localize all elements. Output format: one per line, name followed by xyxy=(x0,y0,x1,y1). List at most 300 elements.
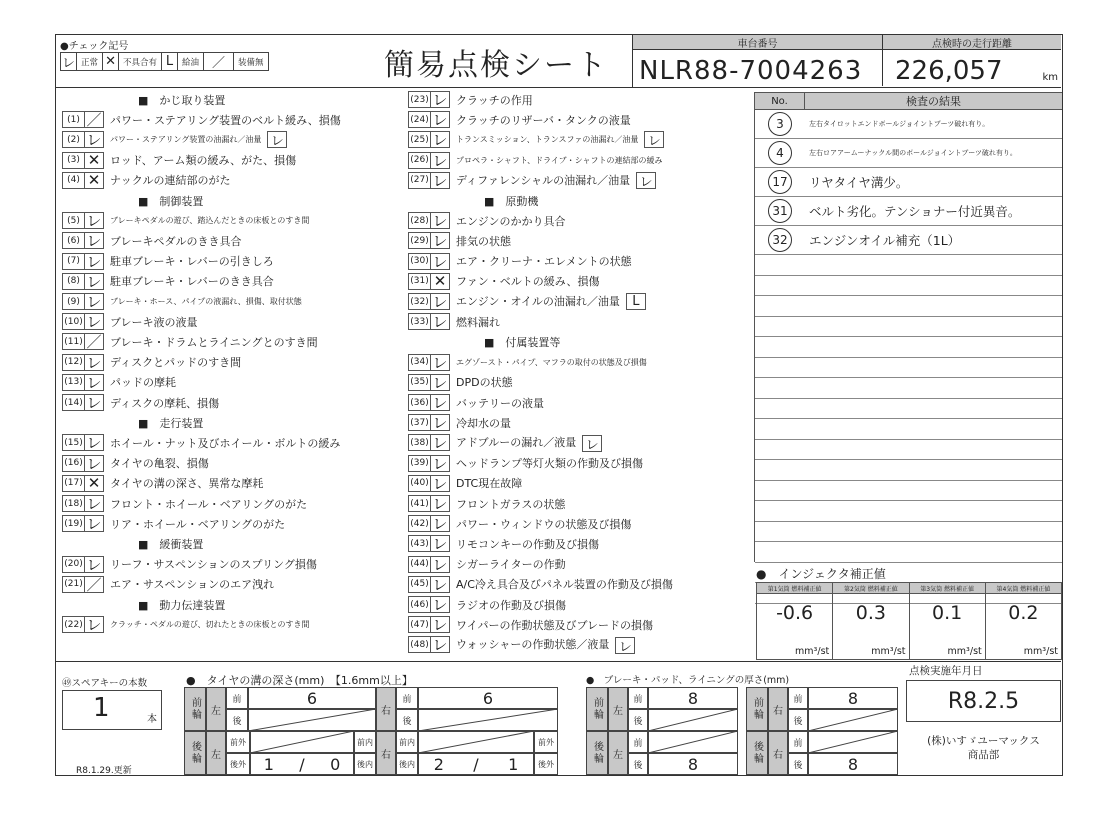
item-number: (39) xyxy=(408,455,430,472)
check-mark[interactable]: レ xyxy=(84,616,104,633)
item-number: (14) xyxy=(62,394,84,411)
check-mark[interactable]: レ xyxy=(84,455,104,472)
check-mark[interactable]: ✕ xyxy=(430,273,450,290)
check-mark[interactable]: レ xyxy=(430,172,450,189)
check-mark[interactable]: ✕ xyxy=(84,172,104,189)
check-item xyxy=(408,272,599,291)
item-number: (31) xyxy=(408,273,430,290)
result-row xyxy=(755,542,1062,563)
date-label: 点検実施年月日 xyxy=(909,665,983,677)
check-item xyxy=(408,252,632,271)
brake-title: ● ブレーキ・パッド、ライニングの厚さ(mm) xyxy=(586,675,790,686)
item-text: ディスクとパッドのすき間 xyxy=(110,356,242,370)
check-mark[interactable]: レ xyxy=(430,515,450,532)
check-item xyxy=(62,312,198,331)
side-label: 右 xyxy=(768,731,788,775)
mileage-unit: km xyxy=(1042,72,1058,83)
blank-slash xyxy=(418,709,558,731)
section-heading: ■ 走行装置 xyxy=(138,417,204,431)
rear-label: 後 xyxy=(788,753,808,775)
check-item xyxy=(408,353,647,372)
item-number: (47) xyxy=(408,616,430,633)
injector-unit: mm³/st xyxy=(795,646,830,657)
injector-unit: mm³/st xyxy=(871,646,906,657)
check-item xyxy=(62,252,274,271)
result-row xyxy=(755,419,1062,440)
blank-slash xyxy=(250,731,354,753)
check-item xyxy=(62,575,274,594)
spare-key-unit: 本 xyxy=(147,714,157,725)
item-text: ファン・ベルトの緩み、損傷 xyxy=(456,275,600,289)
item-number: (41) xyxy=(408,495,430,512)
result-row xyxy=(755,399,1062,420)
item-number: (10) xyxy=(62,313,84,330)
item-text: リア・ホイール・ベアリングのがた xyxy=(110,517,286,531)
check-item xyxy=(62,130,287,149)
result-row xyxy=(755,378,1062,399)
result-no: 17 xyxy=(755,168,805,196)
check-mark[interactable]: レ xyxy=(84,293,104,310)
injector-cell xyxy=(910,583,986,659)
check-item xyxy=(408,151,662,170)
check-mark[interactable]: レ xyxy=(430,253,450,270)
check-item xyxy=(408,231,511,250)
injector-title: ● インジェクタ補正値 xyxy=(756,567,886,581)
item-number: (38) xyxy=(408,434,430,451)
result-row xyxy=(755,440,1062,461)
revision-note: R8.1.29.更新 xyxy=(76,766,132,776)
check-item xyxy=(408,171,656,190)
item-number: (6) xyxy=(62,232,84,249)
inspection-date: R8.2.5 xyxy=(906,680,1061,722)
item-text: パワー・ウィンドウの状態及び損傷 xyxy=(456,517,632,531)
item-number: (35) xyxy=(408,374,430,391)
item-text: エグゾースト・パイプ、マフラの取付の状態及び損傷 xyxy=(456,357,647,367)
result-row xyxy=(755,226,1062,255)
item-text: ブレーキ・ホース、パイプの液漏れ、損傷、取付状態 xyxy=(110,297,302,306)
side-label: 左 xyxy=(608,731,628,775)
front-label: 前 xyxy=(788,731,808,753)
tire-rear-left-value: / xyxy=(299,754,305,774)
oil-level-mark[interactable]: レ xyxy=(615,637,635,654)
item-text: プロペラ・シャフト、ドライブ・シャフトの連結部の緩み xyxy=(456,155,663,165)
brake-rear-value: 8 xyxy=(808,753,898,775)
result-row xyxy=(755,317,1062,338)
tire-rear-right-value: 2 xyxy=(433,754,444,774)
item-text: エンジンのかかり具合 xyxy=(456,214,566,228)
result-text: ベルト劣化。テンショナー付近異音。 xyxy=(809,204,1021,219)
item-number: (25) xyxy=(408,131,430,148)
check-mark[interactable]: ／ xyxy=(84,576,104,593)
result-text: 左右タイロットエンドボールジョイントブーツ破れ有り。 xyxy=(809,120,990,128)
rear-axle-label: 後輪 xyxy=(184,731,206,775)
item-text: タイヤの亀裂、損傷 xyxy=(110,457,209,471)
results-header: 検査の結果 xyxy=(805,93,1062,109)
legend-label-none: 装備無 xyxy=(238,57,264,68)
check-mark[interactable]: ✕ xyxy=(84,152,104,169)
front-axle-label: 前輪 xyxy=(184,687,206,731)
left-label: 左 xyxy=(206,687,226,731)
front-axle-label: 前輪 xyxy=(586,687,608,731)
spare-key-count: 1 xyxy=(93,693,110,723)
check-item xyxy=(408,393,544,412)
check-mark[interactable]: レ xyxy=(430,152,450,169)
front-label: 前 xyxy=(396,687,418,709)
item-number: (48) xyxy=(408,636,430,653)
check-item xyxy=(62,292,302,311)
injector-cell xyxy=(986,583,1061,659)
blank-slash xyxy=(248,709,376,731)
check-mark[interactable]: レ xyxy=(84,313,104,330)
check-mark[interactable]: レ xyxy=(430,616,450,633)
check-item xyxy=(408,130,664,149)
brake-front-value: 8 xyxy=(808,687,898,709)
check-mark[interactable]: レ xyxy=(430,414,450,431)
rear-label: 後 xyxy=(788,709,808,731)
side-label: 左 xyxy=(608,687,628,731)
check-mark[interactable]: レ xyxy=(430,91,450,108)
check-item xyxy=(62,110,341,129)
result-row xyxy=(755,358,1062,379)
check-mark[interactable]: レ xyxy=(84,374,104,391)
item-number: (2) xyxy=(62,131,84,148)
mileage-value: 226,057 xyxy=(895,56,1003,86)
check-mark[interactable]: レ xyxy=(84,273,104,290)
right-label: 右 xyxy=(376,731,396,775)
item-text: リーフ・サスペンションのスプリング損傷 xyxy=(110,558,317,572)
result-row xyxy=(755,460,1062,481)
check-item xyxy=(408,211,565,230)
check-item xyxy=(408,413,511,432)
result-text: 左右ロアアームーナックル間のボールジョイントブーツ破れ有り。 xyxy=(809,149,1017,157)
item-number: (21) xyxy=(62,576,84,593)
check-mark[interactable]: レ xyxy=(84,212,104,229)
item-number: (27) xyxy=(408,172,430,189)
check-mark[interactable]: レ xyxy=(430,212,450,229)
front-inner-label: 前内 xyxy=(396,731,418,753)
check-item xyxy=(62,353,241,372)
front-label: 前 xyxy=(226,687,248,709)
result-no: 32 xyxy=(755,226,805,254)
check-mark[interactable]: レ xyxy=(84,253,104,270)
check-mark[interactable]: レ xyxy=(84,354,104,371)
check-mark[interactable]: レ xyxy=(430,434,450,451)
check-mark[interactable]: レ xyxy=(84,515,104,532)
brake-table xyxy=(586,687,901,775)
item-text: ラジオの作動及び損傷 xyxy=(456,598,566,612)
company-name: (株)いすゞユーマックス xyxy=(927,735,1040,747)
item-number: (30) xyxy=(408,253,430,270)
item-text: 排気の状態 xyxy=(456,234,511,248)
item-number: (4) xyxy=(62,172,84,189)
result-row xyxy=(755,139,1062,168)
oil-level-mark[interactable]: レ xyxy=(644,131,664,148)
check-mark[interactable]: レ xyxy=(430,232,450,249)
blank-slash xyxy=(808,709,898,731)
rear-axle-label: 後輪 xyxy=(586,731,608,775)
check-item xyxy=(62,474,263,493)
check-item xyxy=(62,151,296,170)
item-text: クラッチのリザーバ・タンクの液量 xyxy=(456,113,631,127)
tire-front-right-value: 6 xyxy=(418,687,558,709)
item-number: (42) xyxy=(408,515,430,532)
check-item xyxy=(408,595,566,614)
check-mark[interactable]: レ xyxy=(430,354,450,371)
legend-box xyxy=(60,52,269,71)
item-number: (22) xyxy=(62,616,84,633)
oil-level-mark[interactable]: レ xyxy=(267,131,287,148)
legend-label-ng: 不具合有 xyxy=(119,53,162,70)
section-heading: ■ 原動機 xyxy=(484,195,539,208)
item-number: (34) xyxy=(408,354,430,371)
item-text: バッテリーの液量 xyxy=(456,396,544,410)
item-number: (19) xyxy=(62,515,84,532)
check-item xyxy=(408,494,565,513)
check-mark[interactable]: レ xyxy=(430,535,450,552)
oil-level-mark[interactable]: レ xyxy=(636,172,656,189)
item-number: (17) xyxy=(62,475,84,492)
injector-value: -0.6 xyxy=(776,602,814,624)
check-item xyxy=(408,514,631,533)
item-number: (32) xyxy=(408,293,430,310)
mileage-label: 点検時の走行距離 xyxy=(932,38,1012,50)
injector-table xyxy=(756,582,1062,660)
injector-header: 第4気筒 燃料補正値 xyxy=(986,583,1061,594)
result-row xyxy=(755,337,1062,358)
result-row xyxy=(755,522,1062,543)
section-heading: ■ 緩衝装置 xyxy=(138,538,204,552)
check-mark[interactable]: レ xyxy=(84,495,104,512)
injector-value: 0.2 xyxy=(1008,602,1039,624)
result-row xyxy=(755,110,1062,139)
check-mark[interactable]: レ xyxy=(430,131,450,148)
chassis-number-label: 車台番号 xyxy=(633,35,883,49)
item-number: (40) xyxy=(408,475,430,492)
blank-slash xyxy=(418,731,534,753)
oil-level-mark[interactable]: L xyxy=(626,293,646,310)
item-number: (36) xyxy=(408,394,430,411)
injector-header: 第2気筒 燃料補正値 xyxy=(833,583,908,594)
item-text: パワー・ステアリング装置のベルト緩み、損傷 xyxy=(110,113,341,127)
item-text: ディスクの摩耗、損傷 xyxy=(110,396,220,410)
front-label: 前 xyxy=(628,731,648,753)
result-row xyxy=(755,255,1062,276)
injector-cell xyxy=(757,583,833,659)
blank-slash xyxy=(648,709,738,731)
check-mark[interactable]: レ xyxy=(430,313,450,330)
section-heading: ■ 付属装置等 xyxy=(484,336,561,350)
result-text: リヤタイヤ溝少。 xyxy=(809,175,909,190)
tire-rear-left-value: 1 xyxy=(263,754,274,774)
item-number: (20) xyxy=(62,556,84,573)
page-title: 簡易点検シート xyxy=(384,48,608,83)
tire-front-left-value: 6 xyxy=(248,687,376,709)
injector-value: 0.3 xyxy=(855,602,886,624)
item-number: (33) xyxy=(408,313,430,330)
legend-mark-ng: ✕ xyxy=(103,53,119,70)
item-number: (18) xyxy=(62,495,84,512)
check-mark[interactable]: ✕ xyxy=(84,475,104,492)
item-text: クラッチ・ペダルの遊び、切れたときの床板とのすき間 xyxy=(110,620,310,630)
item-text: エンジン・オイルの油漏れ／油量 L xyxy=(450,293,646,311)
legend-mark-ok: レ xyxy=(61,53,77,70)
item-text: ヘッドランプ等灯火類の作動及び損傷 xyxy=(456,457,643,471)
item-number: (15) xyxy=(62,434,84,451)
item-text: トランスミッション、トランスファの油漏れ／油量 レ xyxy=(450,131,664,148)
item-number: (29) xyxy=(408,232,430,249)
blank-slash xyxy=(808,731,898,753)
check-item xyxy=(408,555,566,574)
check-item xyxy=(62,433,340,452)
check-mark[interactable]: レ xyxy=(84,434,104,451)
tire-rear-right-value: 1 xyxy=(508,754,519,774)
check-item xyxy=(62,272,274,291)
result-row xyxy=(755,296,1062,317)
check-item xyxy=(62,514,285,533)
item-text: クラッチの作用 xyxy=(456,93,533,107)
results-no-label: No. xyxy=(755,93,805,109)
check-mark[interactable]: レ xyxy=(430,455,450,472)
section-heading: ■ かじ取り装置 xyxy=(138,94,226,107)
check-item xyxy=(62,615,310,634)
check-item xyxy=(408,575,673,594)
right-label: 右 xyxy=(376,687,396,731)
side-label: 右 xyxy=(768,687,788,731)
rear-label: 後 xyxy=(628,709,648,731)
injector-unit: mm³/st xyxy=(1023,646,1058,657)
front-label: 前 xyxy=(628,687,648,709)
check-item xyxy=(62,211,309,230)
tire-rear-left-values xyxy=(250,753,354,775)
check-mark[interactable]: レ xyxy=(430,576,450,593)
item-text: パワー・ステアリング装置の油漏れ／油量 レ xyxy=(104,131,287,148)
result-row xyxy=(755,501,1062,522)
item-text: フロント・ホイール・ベアリングのがた xyxy=(110,497,308,511)
check-item xyxy=(62,393,219,412)
rear-label: 後 xyxy=(226,709,248,731)
item-number: (44) xyxy=(408,556,430,573)
legend-mark-none: ／ xyxy=(204,53,234,70)
item-text: DPDの状態 xyxy=(456,376,513,390)
section-heading: ■ 制御装置 xyxy=(138,195,204,208)
item-text: アドブルーの漏れ／液量 レ xyxy=(450,434,602,452)
item-text: 駐車ブレーキ・レバーのきき具合 xyxy=(110,275,274,289)
check-mark[interactable]: レ xyxy=(430,111,450,128)
injector-header: 第3気筒 燃料補正値 xyxy=(910,583,985,594)
rear-label: 後 xyxy=(396,709,418,731)
oil-level-mark[interactable]: レ xyxy=(582,435,602,452)
item-number: (11) xyxy=(62,333,84,350)
front-outer-label: 前外 xyxy=(226,731,250,753)
check-item xyxy=(62,454,209,473)
check-mark[interactable]: レ xyxy=(430,293,450,310)
item-text: 燃料漏れ xyxy=(456,315,500,329)
item-text: シガーライターの作動 xyxy=(456,558,566,572)
injector-value: 0.1 xyxy=(932,602,963,624)
item-text: ワイパーの作動状態及びブレードの損傷 xyxy=(456,618,654,632)
item-text: エア・クリーナ・エレメントの状態 xyxy=(456,255,632,269)
results-panel xyxy=(754,92,1062,562)
section-heading: ■ 動力伝達装置 xyxy=(138,599,226,612)
check-mark[interactable]: ／ xyxy=(84,111,104,128)
item-number: (26) xyxy=(408,152,430,169)
item-number: (16) xyxy=(62,455,84,472)
item-number: (28) xyxy=(408,212,430,229)
check-item xyxy=(408,373,513,392)
check-mark[interactable]: ／ xyxy=(84,333,104,350)
check-item xyxy=(408,292,646,311)
check-item xyxy=(62,231,242,250)
item-text: ブレーキペダルの遊び、踏込んだときの床板とのすき間 xyxy=(110,216,310,226)
check-item xyxy=(408,433,602,452)
tire-title: ● タイヤの溝の深さ(mm) 【1.6mm以上】 xyxy=(186,674,413,687)
check-item xyxy=(408,534,599,553)
result-no: 4 xyxy=(755,139,805,167)
item-text: ブレーキ・ドラムとライニングとのすき間 xyxy=(110,335,318,349)
item-text: ディファレンシャルの油漏れ／油量 レ xyxy=(450,172,656,190)
check-mark[interactable]: レ xyxy=(430,394,450,411)
spare-key-label: ㊾スペアキーの本数 xyxy=(62,678,148,689)
legend-label-ok: 正常 xyxy=(77,53,103,70)
result-text: エンジンオイル補充（1L） xyxy=(809,233,961,248)
item-text: エア・サスペンションのエア洩れ xyxy=(110,578,275,592)
item-text: ウォッシャーの作動状態／液量 レ xyxy=(450,636,635,654)
inspection-sheet xyxy=(55,34,1063,776)
check-mark[interactable]: レ xyxy=(430,636,450,653)
check-item xyxy=(62,494,307,513)
item-number: (7) xyxy=(62,253,84,270)
item-number: (46) xyxy=(408,596,430,613)
brake-front-value: 8 xyxy=(648,687,738,709)
brake-rear-value: 8 xyxy=(648,753,738,775)
front-outer-label: 前外 xyxy=(534,731,558,753)
check-mark[interactable]: レ xyxy=(84,394,104,411)
tire-rear-right-values xyxy=(418,753,534,775)
item-text: リモコンキーの作動及び損傷 xyxy=(456,537,599,551)
company-dept: 商品部 xyxy=(967,749,1000,761)
check-mark[interactable]: レ xyxy=(430,475,450,492)
item-text: パッドの摩耗 xyxy=(110,376,176,390)
item-number: (8) xyxy=(62,273,84,290)
result-no: 3 xyxy=(755,110,805,138)
check-item xyxy=(408,615,653,634)
check-item xyxy=(408,474,522,493)
check-mark[interactable]: レ xyxy=(84,232,104,249)
item-number: (24) xyxy=(408,111,430,128)
check-mark[interactable]: レ xyxy=(84,131,104,148)
check-mark[interactable]: レ xyxy=(430,374,450,391)
check-item xyxy=(408,312,500,331)
check-mark[interactable]: レ xyxy=(430,556,450,573)
check-item xyxy=(408,110,631,129)
item-number: (23) xyxy=(408,91,430,108)
spare-key-box xyxy=(62,690,162,730)
result-row xyxy=(755,276,1062,297)
check-mark[interactable]: レ xyxy=(84,556,104,573)
tire-table xyxy=(184,687,559,775)
result-row xyxy=(755,197,1062,226)
front-inner-label: 前内 xyxy=(354,731,376,753)
result-row xyxy=(755,481,1062,502)
item-text: 駐車ブレーキ・レバーの引きしろ xyxy=(110,255,274,269)
item-text: 冷却水の量 xyxy=(456,416,511,430)
rear-outer-label: 後外 xyxy=(226,753,250,775)
front-label: 前 xyxy=(788,687,808,709)
check-mark[interactable]: レ xyxy=(430,495,450,512)
check-mark[interactable]: レ xyxy=(430,596,450,613)
left-label: 左 xyxy=(206,731,226,775)
item-text: ナックルの連結部のがた xyxy=(110,174,231,188)
